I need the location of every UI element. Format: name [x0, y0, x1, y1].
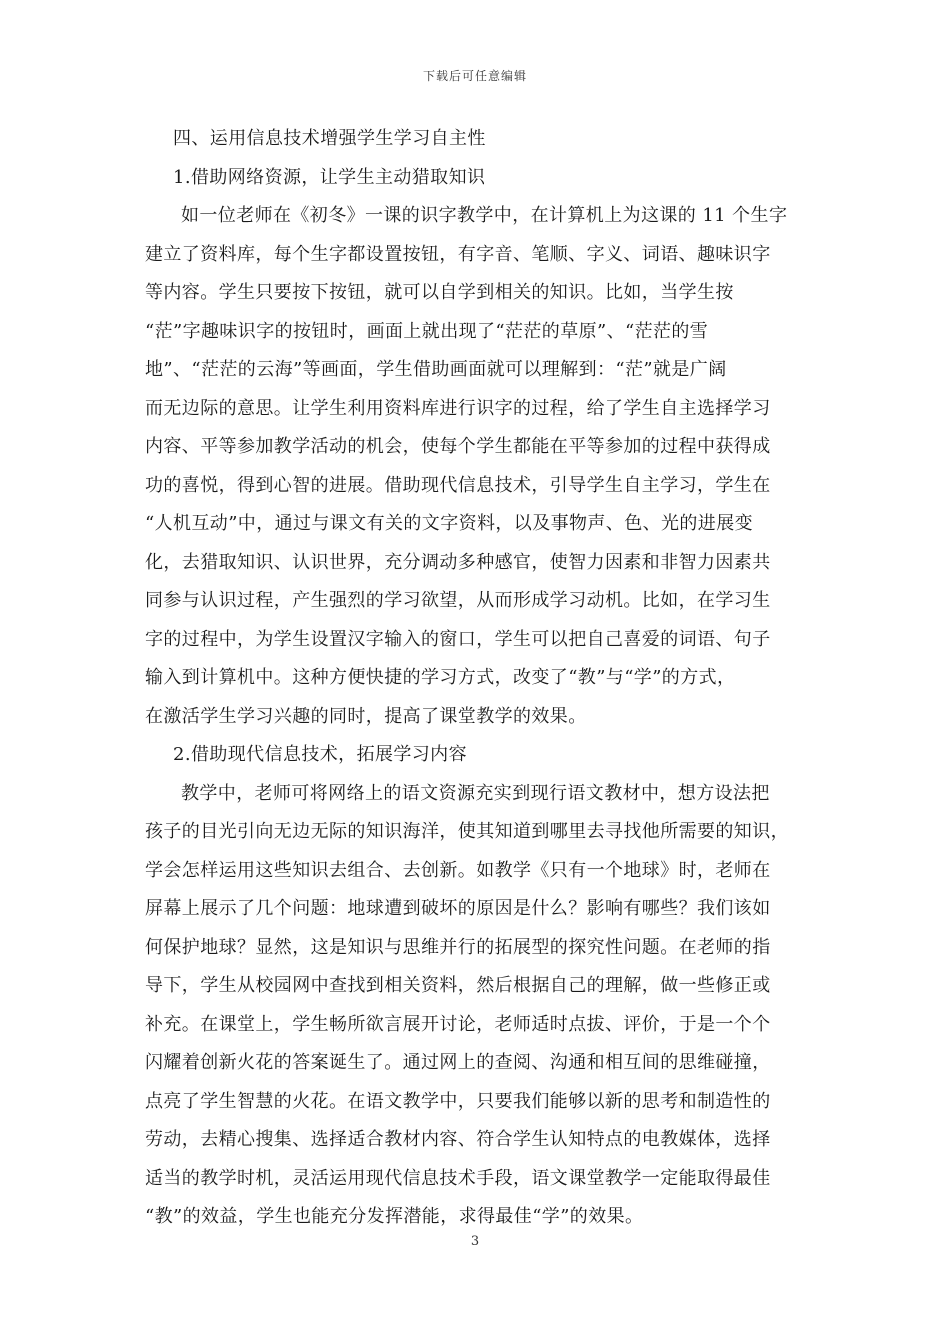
paragraph-line: 点亮了学生智慧的火花。在语文教学中，只要我们能够以新的思考和制造性的: [145, 1090, 771, 1112]
paragraph-line: 教学中，老师可将网络上的语文资源充实到现行语文教材中，想方设法把: [181, 782, 770, 804]
paragraph-line: 在激活学生学习兴趣的同时，提高了课堂教学的效果。: [145, 705, 587, 727]
paragraph-line: 屏幕上展示了几个问题：地球遭到破坏的原因是什么？影响有哪些？我们该如: [145, 898, 771, 919]
paragraph-line: 功的喜悦，得到心智的进展。借助现代信息技术，引导学生自主学习，学生在: [145, 474, 771, 496]
header-note: 下载后可任意编辑: [422, 69, 527, 83]
paragraph-line: 字的过程中，为学生设置汉字输入的窗口，学生可以把自己喜爱的词语、句子: [145, 628, 771, 650]
subsection-1-heading: 1.借助网络资源，让学生主动猎取知识: [173, 166, 486, 188]
paragraph-line: 而无边际的意思。让学生利用资料库进行识字的过程，给了学生自主选择学习: [145, 397, 771, 419]
paragraph-line: 地”、“茫茫的云海”等画面，学生借助画面就可以理解到：“茫”就是广阔: [145, 359, 727, 380]
paragraph-line: 如一位老师在《初冬》一课的识字教学中，在计算机上为这课的 11 个生字: [181, 205, 788, 226]
paragraph-1: [145, 197, 807, 736]
paragraph-line: 输入到计算机中。这种方便快捷的学习方式，改变了“教”与“学”的方式，: [145, 667, 736, 688]
paragraph-line: 孩子的目光引向无边无际的知识海洋，使其知道到哪里去寻找他所需要的知识，: [145, 821, 789, 842]
subsection-2-heading: 2.借助现代信息技术，拓展学习内容: [173, 744, 467, 765]
paragraph-line: 导下，学生从校园网中查找到相关资料，然后根据自己的理解，做一些修正或: [145, 975, 771, 996]
paragraph-line: 建立了资料库，每个生字都设置按钮，有字音、笔顺、字义、词语、趣味识字: [145, 243, 771, 265]
paragraph-line: 适当的教学时机，灵活运用现代信息技术手段，语文课堂教学一定能取得最佳: [145, 1167, 771, 1189]
paragraph-line: 劳动，去精心搜集、选择适合教材内容、符合学生认知特点的电教媒体，选择: [145, 1129, 771, 1150]
paragraph-2: [145, 775, 807, 1237]
paragraph-line: 何保护地球？显然，这是知识与思维并行的拓展型的探究性问题。在老师的指: [145, 936, 771, 958]
paragraph-line: “茫”字趣味识字的按钮时，画面上就出现了“茫茫的草原”、“茫茫的雪: [145, 320, 709, 342]
paragraph-line: 同参与认识过程，产生强烈的学习欲望，从而形成学习动机。比如，在学习生: [145, 590, 771, 611]
paragraph-line: “教”的效益，学生也能充分发挥潜能，求得最佳“学”的效果。: [145, 1206, 644, 1227]
document-body: [145, 120, 807, 1237]
paragraph-line: 内容、平等参加教学活动的机会，使每个学生都能在平等参加的过程中获得成: [145, 436, 771, 457]
paragraph-line: “人机互动”中，通过与课文有关的文字资料，以及事物声、色、光的进展变: [145, 513, 754, 534]
paragraph-line: 补充。在课堂上，学生畅所欲言展开讨论，老师适时点拔、评价，于是一个个: [145, 1013, 771, 1035]
page-number: 3: [470, 1234, 480, 1249]
paragraph-line: 等内容。学生只要按下按钮，就可以自学到相关的知识。比如，当学生按: [145, 282, 734, 303]
paragraph-line: 化，去猎取知识、认识世界，充分调动多种感官，使智力因素和非智力因素共: [145, 551, 771, 573]
paragraph-line: 学会怎样运用这些知识去组合、去创新。如教学《只有一个地球》时，老师在: [145, 859, 771, 881]
section-heading: 四、运用信息技术增强学生学习自主性: [173, 128, 486, 149]
paragraph-line: 闪耀着创新火花的答案诞生了。通过网上的查阅、沟通和相互间的思维碰撞，: [145, 1052, 771, 1073]
